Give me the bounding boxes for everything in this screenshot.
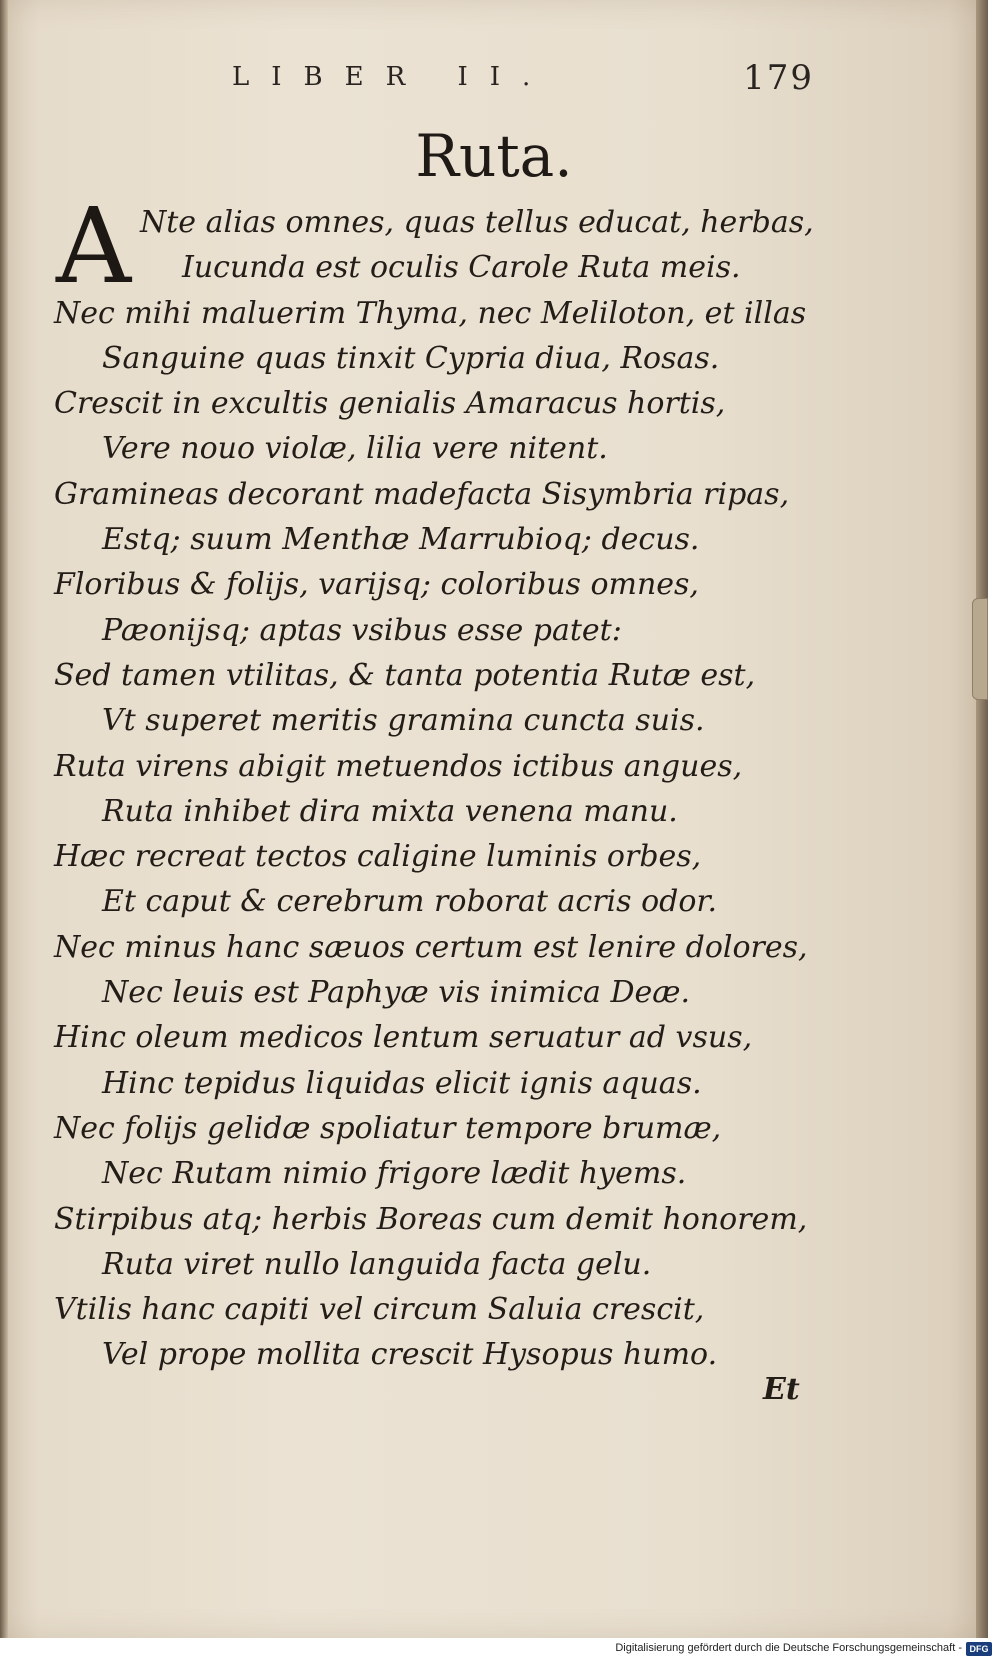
page-fore-edge [976, 0, 988, 1638]
verse-line: Stirpibus atq; herbis Boreas cum demit honorem, [54, 1201, 808, 1237]
verse-line: Vere nouo violæ, lilia vere nitent. [102, 431, 608, 467]
verse-line: Nec Rutam nimio frigore lædit hyems. [102, 1156, 687, 1192]
verse-line: Hinc oleum medicos lentum seruatur ad vsus, [54, 1020, 753, 1056]
verse-line: Nte alias omnes, quas tellus educat, herbas, [140, 205, 814, 240]
page-gutter-edge [0, 0, 8, 1638]
poem-title: Ruta. [415, 122, 573, 190]
verse-line: Vtilis hanc capiti vel circum Saluia crescit, [54, 1292, 705, 1328]
verse-line: Pæonijsq; aptas vsibus esse patet: [102, 612, 622, 648]
verse-line: Iucunda est oculis Carole Ruta meis. [182, 250, 741, 286]
verse-line: Nec mihi maluerim Thyma, nec Meliloton, et illas [54, 295, 807, 331]
page-number: 179 [743, 58, 814, 98]
dfg-logo-icon: DFG [966, 1642, 992, 1656]
running-title: LIBER II. [232, 62, 553, 92]
running-head [232, 58, 814, 98]
verse-line: Nec folijs gelidæ spoliatur tempore brumæ, [54, 1110, 722, 1146]
verse-line: Ruta virens abigit metuendos ictibus angues, [54, 748, 743, 784]
verse-line: Crescit in excultis genialis Amaracus hortis, [54, 386, 726, 422]
verse-line: Hinc tepidus liquidas elicit ignis aquas. [102, 1065, 702, 1101]
verse-line: Sanguine quas tinxit Cypria diua, Rosas. [102, 340, 720, 376]
verse-line: Vel prope mollita crescit Hysopus humo. [102, 1337, 718, 1373]
verse-line: Nec minus hanc sæuos certum est lenire dolores, [54, 929, 808, 965]
verse-line: Gramineas decorant madefacta Sisymbria ripas, [54, 476, 790, 512]
verse-line: Et caput & cerebrum roborat acris odor. [102, 884, 717, 920]
verse-line: Ruta inhibet dira mixta venena manu. [102, 793, 678, 829]
digitization-footer [0, 1638, 1000, 1662]
poem-verses [54, 185, 844, 1378]
drop-cap-initial: A [56, 185, 132, 307]
verse-line: Nec leuis est Paphyæ vis inimica Deæ. [102, 975, 691, 1011]
funding-credit: Digitalisierung gefördert durch die Deutsche Forschungsgemeinschaft - [615, 1642, 962, 1654]
catchword: Et [763, 1372, 800, 1407]
verse-line: Sed tamen vtilitas, & tanta potentia Rutæ est, [54, 657, 756, 693]
verse-line: Vt superet meritis gramina cuncta suis. [102, 703, 705, 739]
verse-line: Hæc recreat tectos caligine luminis orbes, [54, 839, 702, 875]
verse-line: Floribus & folijs, varijsq; coloribus omnes, [54, 567, 699, 603]
page-tab-marker [972, 598, 988, 700]
verse-line: Ruta viret nullo languida facta gelu. [102, 1246, 652, 1282]
verse-line: Estq; suum Menthæ Marrubioq; decus. [102, 522, 700, 558]
